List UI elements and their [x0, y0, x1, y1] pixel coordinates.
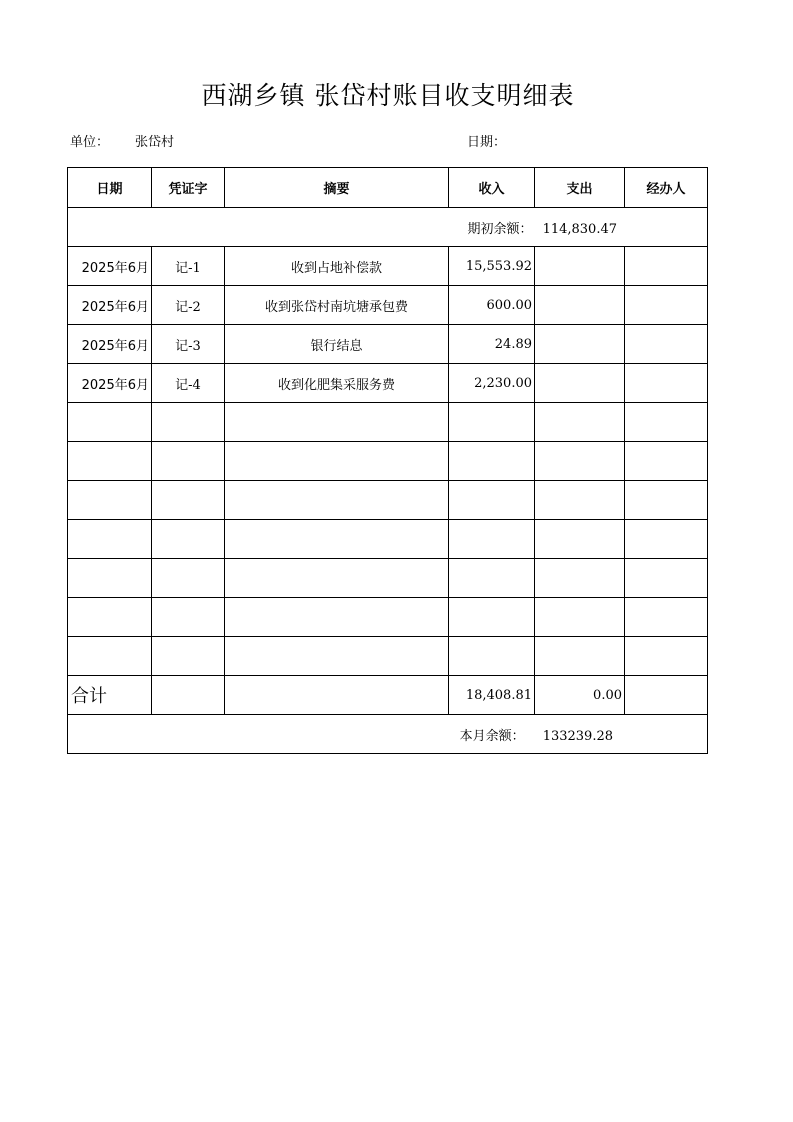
cell-income: 600.00: [449, 286, 535, 325]
cell-date: [68, 637, 152, 676]
total-handler-cell: [625, 676, 708, 715]
cell-handler: [625, 598, 708, 637]
ledger-table: [67, 167, 708, 754]
cell-summary: [225, 403, 449, 442]
cell-voucher: [152, 520, 225, 559]
cell-summary: 收到化肥集采服务费: [225, 364, 449, 403]
cell-summary: [225, 442, 449, 481]
closing-balance-cell: [68, 715, 708, 754]
cell-income: [449, 637, 535, 676]
opening-balance-value: 114,830.47: [542, 221, 617, 237]
cell-date: [68, 598, 152, 637]
cell-handler: [625, 442, 708, 481]
cell-summary: [225, 559, 449, 598]
table-row: [68, 442, 708, 481]
table-row: [68, 286, 708, 325]
cell-summary: [225, 637, 449, 676]
cell-income: [449, 481, 535, 520]
table-row: [68, 364, 708, 403]
cell-date: [68, 520, 152, 559]
cell-voucher: [152, 442, 225, 481]
cell-income: 2,230.00: [449, 364, 535, 403]
column-header-date: 日期: [68, 168, 152, 208]
cell-summary: 银行结息: [225, 325, 449, 364]
cell-date: 2025年6月: [68, 247, 152, 286]
cell-summary: 收到占地补偿款: [225, 247, 449, 286]
table-row: [68, 559, 708, 598]
table-row: [68, 520, 708, 559]
cell-income: [449, 403, 535, 442]
cell-expense: [535, 637, 625, 676]
table-row: [68, 325, 708, 364]
cell-date: [68, 403, 152, 442]
opening-balance-cell: [68, 208, 708, 247]
cell-handler: [625, 481, 708, 520]
cell-summary: 收到张岱村南坑塘承包费: [225, 286, 449, 325]
cell-voucher: 记-3: [152, 325, 225, 364]
total-income: 18,408.81: [449, 676, 535, 715]
cell-expense: [535, 364, 625, 403]
date-field: [467, 134, 506, 152]
table-row: [68, 598, 708, 637]
cell-income: 24.89: [449, 325, 535, 364]
cell-expense: [535, 403, 625, 442]
cell-voucher: 记-4: [152, 364, 225, 403]
column-header-voucher: 凭证字: [152, 168, 225, 208]
cell-income: 15,553.92: [449, 247, 535, 286]
cell-summary: [225, 520, 449, 559]
date-label: 日期：: [467, 135, 507, 150]
column-header-expense: 支出: [535, 168, 625, 208]
cell-voucher: [152, 559, 225, 598]
table-row: [68, 637, 708, 676]
opening-balance-row: [68, 208, 708, 247]
cell-voucher: [152, 481, 225, 520]
column-header-handler: 经办人: [625, 168, 708, 208]
cell-income: [449, 559, 535, 598]
cell-handler: [625, 637, 708, 676]
cell-date: [68, 481, 152, 520]
closing-balance-row: [68, 715, 708, 754]
table-row: [68, 403, 708, 442]
total-expense: 0.00: [535, 676, 625, 715]
cell-handler: [625, 325, 708, 364]
cell-date: [68, 442, 152, 481]
cell-income: [449, 520, 535, 559]
cell-expense: [535, 247, 625, 286]
cell-handler: [625, 403, 708, 442]
cell-voucher: [152, 403, 225, 442]
cell-expense: [535, 520, 625, 559]
cell-income: [449, 598, 535, 637]
header-row: [68, 168, 708, 208]
cell-expense: [535, 442, 625, 481]
cell-summary: [225, 481, 449, 520]
cell-date: 2025年6月: [68, 325, 152, 364]
unit-value: 张岱村: [135, 135, 175, 150]
cell-expense: [535, 598, 625, 637]
table-row: [68, 247, 708, 286]
closing-balance-label: 本月余额：: [459, 728, 525, 744]
cell-handler: [625, 364, 708, 403]
unit-field: [70, 134, 174, 152]
unit-label: 单位：: [70, 135, 110, 150]
page-title: 西湖乡镇 张岱村账目收支明细表: [201, 81, 575, 110]
cell-handler: [625, 559, 708, 598]
cell-handler: [625, 247, 708, 286]
cell-income: [449, 442, 535, 481]
total-label: 合计: [68, 676, 152, 715]
total-voucher-cell: [152, 676, 225, 715]
closing-balance-value: 133239.28: [542, 728, 613, 744]
cell-expense: [535, 286, 625, 325]
cell-expense: [535, 481, 625, 520]
total-row: [68, 676, 708, 715]
cell-voucher: [152, 637, 225, 676]
cell-expense: [535, 559, 625, 598]
column-header-summary: 摘要: [225, 168, 449, 208]
cell-summary: [225, 598, 449, 637]
cell-voucher: 记-2: [152, 286, 225, 325]
cell-handler: [625, 286, 708, 325]
cell-date: 2025年6月: [68, 286, 152, 325]
total-summary-cell: [225, 676, 449, 715]
cell-expense: [535, 325, 625, 364]
cell-date: 2025年6月: [68, 364, 152, 403]
cell-date: [68, 559, 152, 598]
table-row: [68, 481, 708, 520]
column-header-income: 收入: [449, 168, 535, 208]
opening-balance-label: 期初余额：: [467, 221, 533, 237]
cell-handler: [625, 520, 708, 559]
cell-voucher: [152, 598, 225, 637]
cell-voucher: 记-1: [152, 247, 225, 286]
